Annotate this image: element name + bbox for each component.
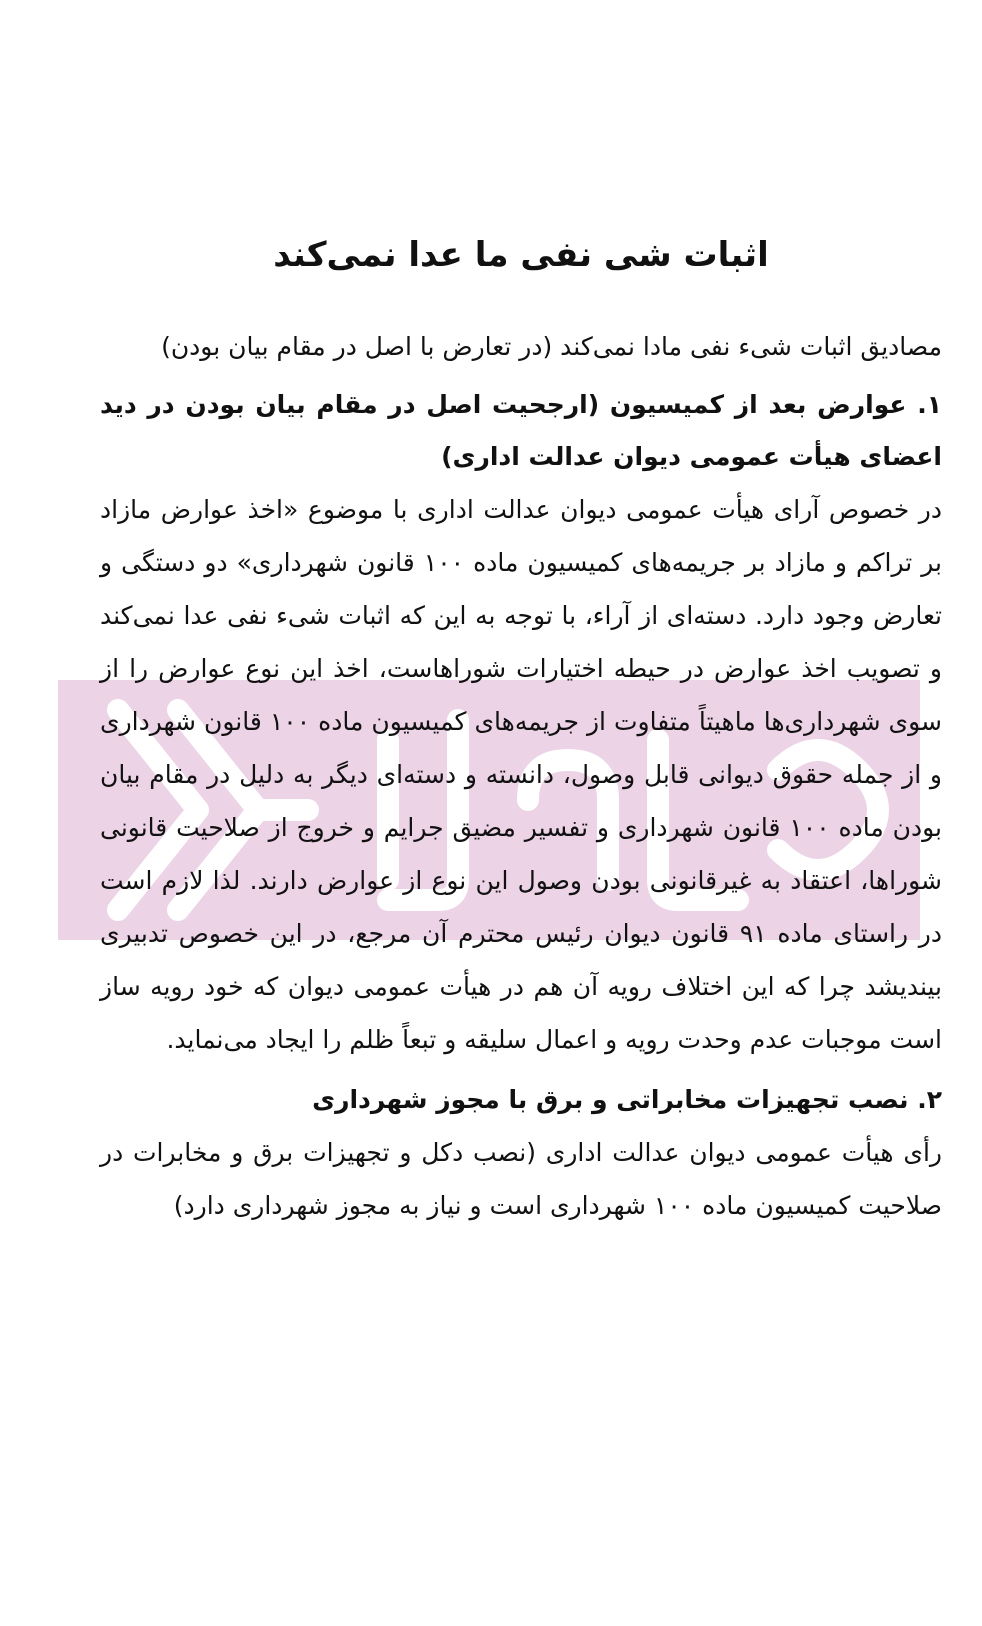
section-1-heading: ۱. عوارض بعد از کمیسیون (ارجحیت اصل در مقام بیان بودن در دید اعضای هیأت عمومی دیوان عدالت اداری) — [100, 390, 942, 471]
page-title: اثبات شی نفی ما عدا نمی‌کند — [273, 235, 769, 275]
document-page — [100, 225, 942, 1240]
section-2-heading: ۲. نصب تجهیزات مخابراتی و برق با مجوز شهرداری — [312, 1085, 942, 1114]
section-2 — [100, 1074, 942, 1232]
intro-paragraph: مصادیق اثبات شیء نفی مادا نمی‌کند (در تعارض با اصل در مقام بیان بودن) — [161, 332, 942, 361]
section-1 — [100, 379, 942, 1066]
section-1-body: در خصوص آرای هیأت عمومی دیوان عدالت اداری با موضوع «اخذ عوارض مازاد بر تراکم و مازاد بر جریمه‌های کمیسیون ماده ۱۰۰ قانون شهرداری» دو دستگی و تعارض وجود دارد. دسته‌ای از آراء، با توجه به این که اثبات شیء نفی عدا نمی‌کند و تصویب اخذ عوارض در حیطه اختیارات شوراهاست، اخذ این نوع عوارض را از سوی شهرداری‌ها ماهیتاً متفاوت از جریمه‌های کمیسیون ماده ۱۰۰ قانون شهرداری و از جمله حقوق دیوانی قابل وصول، دانسته و دسته‌ای دیگر به دلیل در مقام بیان بودن ماده ۱۰۰ قانون شهرداری و تفسیر مضیق جرایم و خروج از صلاحیت قانونی شوراها، اعتقاد به غیرقانونی بودن وصول این نوع از عوارض دارند. لذا لازم است در راستای ماده ۹۱ قانون دیوان رئیس محترم آن مرجع، در این خصوص تدبیری بیندیشد چرا که این اختلاف رویه آن هم در هیأت عمومی دیوان که خود رویه ساز است موجبات عدم وحدت رویه و اعمال سلیقه و تبعاً ظلم را ایجاد می‌نماید. — [100, 495, 943, 1054]
section-2-body: رأی هیأت عمومی دیوان عدالت اداری (نصب دکل و تجهیزات برق و مخابرات در صلاحیت کمیسیون ماده ۱۰۰ شهرداری است و نیاز به مجوز شهرداری دارد) — [100, 1138, 942, 1220]
